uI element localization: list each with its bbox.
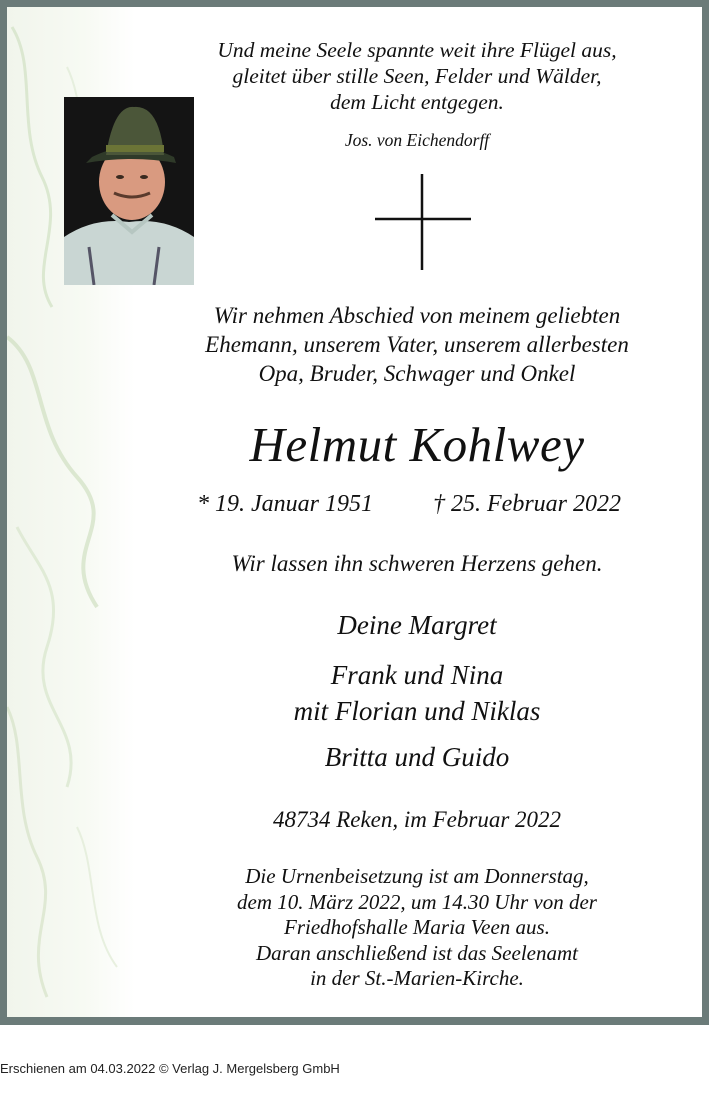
poem-line: gleitet über stille Seen, Felder und Wälder, [232,64,602,88]
portrait-photo [64,97,194,285]
birth-date: * 19. Januar 1951 [197,491,373,517]
place-date: 48734 Reken, im Februar 2022 [272,807,562,832]
mourner-spouse: Deine Margret [337,610,497,640]
announcement-line: Wir nehmen Abschied von meinem geliebten [213,303,621,328]
burial-line: in der St.-Marien-Kirche. [310,966,524,990]
announcement-line: Ehemann, unserem Vater, unserem allerbesten [205,332,629,357]
poem [137,37,697,115]
mourner-group [137,657,697,729]
mourner-group: Britta und Guido [324,742,510,772]
poem-author: Jos. von Eichendorff [344,130,490,150]
obituary-card [7,7,702,1017]
poem-line: Und meine Seele spannte weit ihre Flügel aus, [217,38,617,62]
death-date: † 25. Februar 2022 [433,491,621,517]
burial-line: Friedhofshalle Maria Veen aus. [284,915,550,939]
burial-line: dem 10. März 2022, um 14.30 Uhr von der [237,889,597,914]
announcement-text [137,301,697,388]
cross-icon [375,174,471,270]
farewell-text: Wir lassen ihn schweren Herzens gehen. [231,551,603,576]
burial-line: Daran anschließend ist das Seelenamt [256,940,578,965]
burial-info [137,864,697,992]
life-dates [137,489,697,519]
publication-footer: Erschienen am 04.03.2022 © Verlag J. Mergelsberg GmbH [0,1061,340,1076]
poem-line: dem Licht entgegen. [330,90,504,114]
mourner-line: Frank und Nina [330,660,504,690]
mourner-line: mit Florian und Niklas [293,696,541,726]
deceased-name: Helmut Kohlwey [249,417,585,472]
burial-line: Die Urnenbeisetzung ist am Donnerstag, [245,864,589,888]
portrait-figure [64,97,194,285]
announcement-line: Opa, Bruder, Schwager und Onkel [258,361,576,386]
